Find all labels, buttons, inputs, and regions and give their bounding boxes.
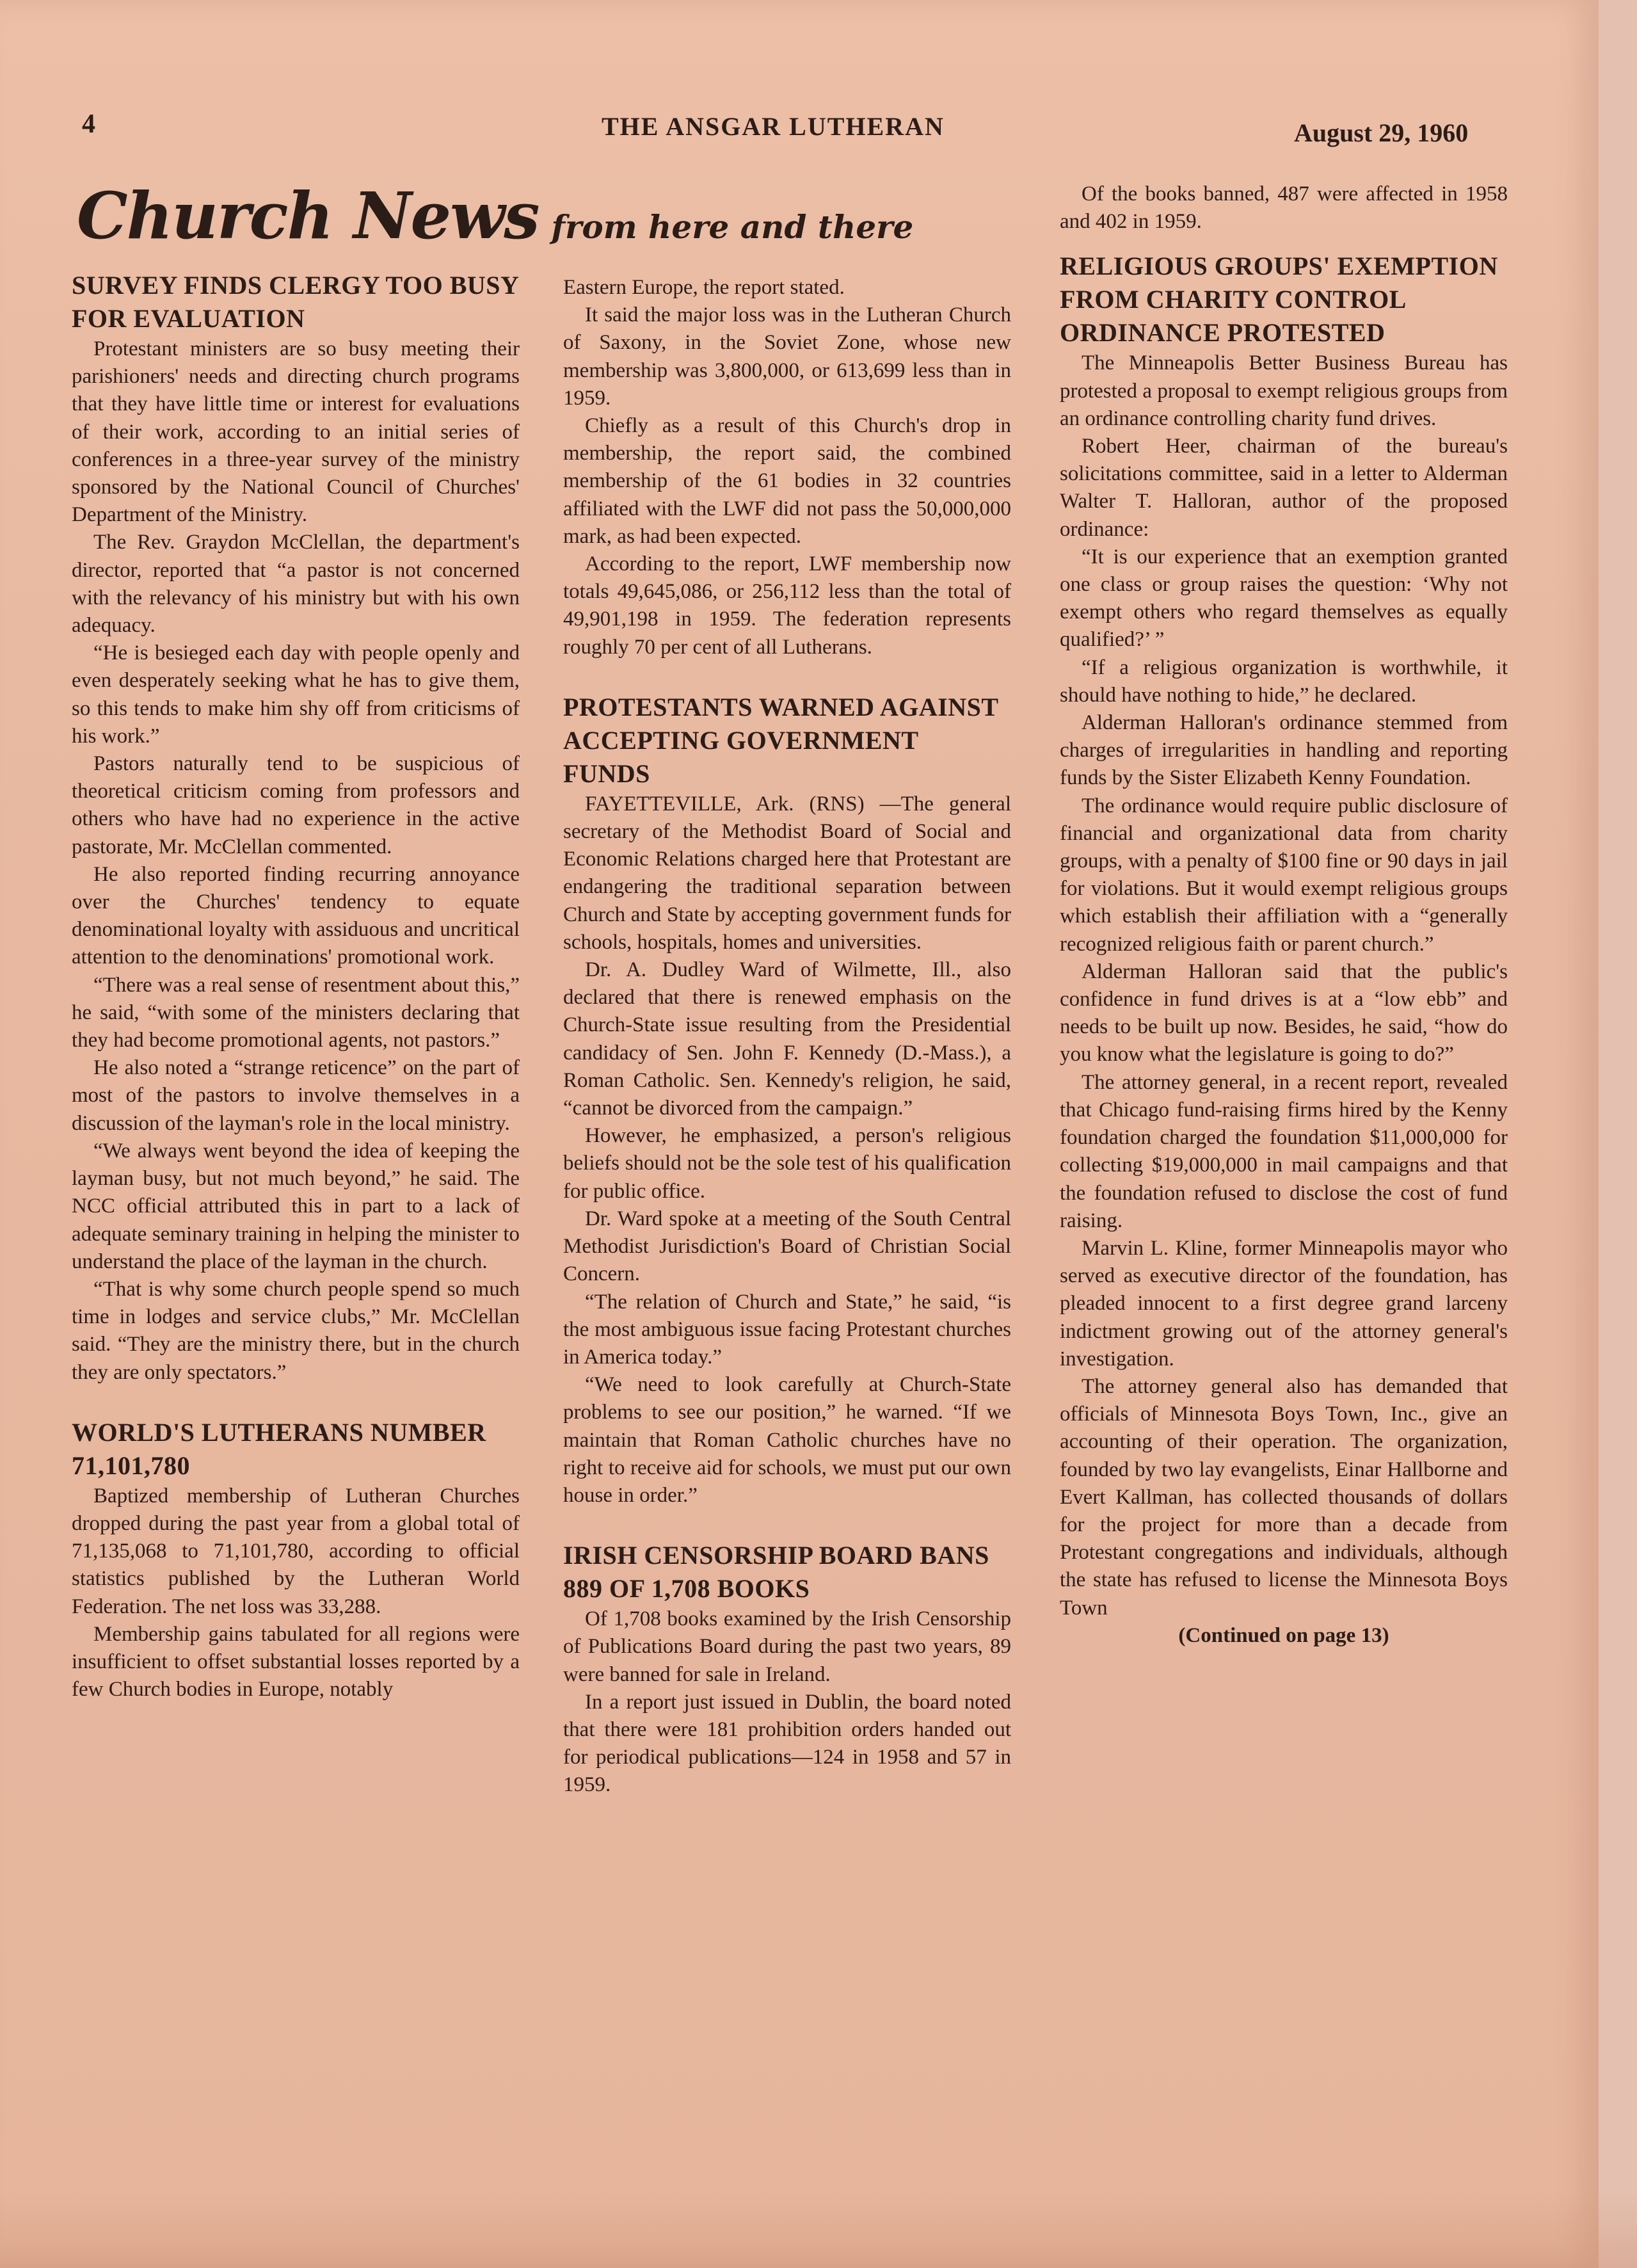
paragraph: Alderman Halloran said that the public's confidence in fund drives is at a “low ebb” and needs to be built up now. Besides, he said, “how do you know what the legislature is going to do?”: [1060, 960, 1508, 1066]
headline-irish-censorship: IRISH CENSORSHIP BOARD BANS 889 OF 1,708 BOOKS: [563, 1541, 989, 1604]
paragraph: Alderman Halloran's ordinance stemmed from charges of irregularities in handling and reporting funds by the Sister Elizabeth Kenny Foundation.: [1060, 711, 1508, 790]
paragraph: Protestant ministers are so busy meeting their parishioners' needs and directing church programs that they have little time or interest for evaluations of their work, according to an initial series of conferences in a three-year survey of the ministry sponsored by the National Council of Churches' Department of the Ministry.: [72, 337, 520, 527]
paragraph: Membership gains tabulated for all regions were insufficient to offset substantial losses reported by a few Church bodies in Europe, notably: [72, 1622, 520, 1701]
paragraph: “There was a real sense of resentment about this,” he said, “with some of the ministers declaring that they had become promotional agents, not pastors.”: [72, 973, 520, 1052]
headline-worlds-lutherans: WORLD'S LUTHERANS NUMBER 71,101,780: [72, 1417, 486, 1480]
headline-protestants-warned: PROTESTANTS WARNED AGAINST ACCEPTING GOVERNMENT FUNDS: [563, 692, 998, 788]
issue-date: August 29, 1960: [1294, 118, 1469, 147]
publication-title: THE ANSGAR LUTHERAN: [602, 112, 945, 141]
paragraph: “We always went beyond the idea of keeping the layman busy, but not much beyond,” he said. The NCC official attributed this in part to a lack of adequate seminary training in helping the minister to understand the place of the layman in the church.: [72, 1139, 520, 1273]
paragraph: Of the books banned, 487 were affected in 1958 and 402 in 1959.: [1060, 182, 1508, 234]
paragraph: According to the report, LWF membership now totals 49,645,086, or 256,112 less than the total of 49,901,198 in 1959. The federation represents roughly 70 per cent of all Lutherans.: [563, 552, 1011, 659]
paragraph: Chiefly as a result of this Church's drop in membership, the report said, the combined membership of the 61 bodies in 32 countries affiliated with the LWF did not pass the 50,000,000 mark, as had been expected.: [563, 414, 1011, 548]
banner-title: Church News: [77, 178, 539, 253]
page-number: 4: [82, 109, 95, 139]
paragraph: The attorney general also has demanded that officials of Minnesota Boys Town, Inc., give an accounting of their operation. The organization, founded by two lay evangelists, Einar Hallborne and Evert Kallman, has collected thousands of dollars for the project for more than a decade from Protestant congregations and individuals, although the state has refused to license the Minnesota Boys Town: [1060, 1374, 1508, 1620]
paragraph: Dr. A. Dudley Ward of Wilmette, Ill., also declared that there is renewed emphasis on the Church-State issue resulting from the Presidential candidacy of Sen. John F. Kennedy (D.-Mass.), a Roman Catholic. Sen. Kennedy's religion, he said, “cannot be divorced from the campaign.”: [563, 958, 1011, 1120]
paragraph: In a report just issued in Dublin, the board noted that there were 181 prohibition orders handed out for periodical publications—124 in 1958 and 57 in 1959.: [563, 1690, 1011, 1797]
paragraph: The attorney general, in a recent report, revealed that Chicago fund-raising firms hired by the Kenny foundation charged the foundation $11,000,000 for collecting $19,000,000 in mail campaigns and that the foundation refused to disclose the cost of fund raising.: [1060, 1070, 1508, 1232]
paragraph: “That is why some church people spend so much time in lodges and service clubs,” Mr. McClellan said. “They are the ministry there, but in the church they are only spectators.”: [72, 1277, 520, 1384]
paragraph: He also noted a “strange reticence” on the part of most of the pastors to involve themselves in a discussion of the layman's role in the local ministry.: [72, 1056, 520, 1135]
paragraph: Eastern Europe, the report stated.: [563, 276, 845, 299]
paragraph: “It is our experience that an exemption granted one class or group raises the question: ‘Why not exempt others who regard themselves as equally qualified?’ ”: [1060, 545, 1508, 652]
paragraph: Of 1,708 books examined by the Irish Censorship of Publications Board during the past two years, 89 were banned for sale in Ireland.: [563, 1607, 1011, 1686]
page-edge: [1599, 0, 1637, 2268]
paragraph: It said the major loss was in the Lutheran Church of Saxony, in the Soviet Zone, whose new membership was 3,800,000, or 613,699 less than in 1959.: [563, 303, 1011, 410]
paragraph: Baptized membership of Lutheran Churches dropped during the past year from a global total of 71,135,068 to 71,101,780, according to official statistics published by the Lutheran World Federation. The net loss was 33,288.: [72, 1484, 520, 1618]
page-bottom-shadow: [0, 2191, 1637, 2268]
headline-religious-groups-exemption: RELIGIOUS GROUPS' EXEMPTION FROM CHARITY CONTROL ORDINANCE PROTESTED: [1060, 252, 1498, 348]
paragraph: However, he emphasized, a person's religious beliefs should not be the sole test of his qualification for public office.: [563, 1124, 1011, 1203]
paragraph: FAYETTEVILLE, Ark. (RNS) —The general secretary of the Methodist Board of Social and Economic Relations charged here that Protestant are endangering the traditional separation between Church and State by accepting government funds for schools, hospitals, homes and universities.: [563, 792, 1011, 954]
continued-note: (Continued on page 13): [1178, 1623, 1389, 1647]
paragraph: The Rev. Graydon McClellan, the department's director, reported that “a pastor is not concerned with the relevancy of his ministry but with his own adequacy.: [72, 531, 520, 638]
paragraph: “We need to look carefully at Church-State problems to see our position,” he warned. “If we maintain that Roman Catholic churches have no right to receive aid for schools, we must put our own house in order.”: [563, 1373, 1011, 1507]
paragraph: The Minneapolis Better Business Bureau has protested a proposal to exempt religious groups from an ordinance controlling charity fund drives.: [1060, 351, 1508, 430]
paragraph: He also reported finding recurring annoyance over the Churches' tendency to equate denominational loyalty with assiduous and uncritical attention to the denominations' promotional work.: [72, 862, 520, 969]
paragraph: The ordinance would require public disclosure of financial and organizational data from charity groups, with a penalty of $100 fine or 90 days in jail for violations. But it would exempt religious groups which establish their affiliation with a “generally recognized religious faith or parent church.”: [1060, 794, 1508, 956]
paragraph: “He is besieged each day with people openly and even desperately seeking what he has to give them, so this tends to make him shy off from criticisms of his work.”: [72, 641, 520, 748]
headline-clergy-survey: SURVEY FINDS CLERGY TOO BUSY FOR EVALUATION: [72, 271, 518, 333]
paragraph: “The relation of Church and State,” he said, “is the most ambiguous issue facing Protestant churches in America today.”: [563, 1290, 1011, 1369]
paragraph: “If a religious organization is worthwhile, it should have nothing to hide,” he declared.: [1060, 655, 1508, 707]
paragraph: Pastors naturally tend to be suspicious of theoretical criticism coming from professors and others who have had no experience in the active pastorate, Mr. McClellan commented.: [72, 752, 520, 858]
column-3: [1060, 181, 1508, 1650]
paragraph: Dr. Ward spoke at a meeting of the South Central Methodist Jurisdiction's Board of Christian Social Concern.: [563, 1207, 1011, 1286]
paragraph: Robert Heer, chairman of the bureau's solicitations committee, said in a letter to Alderman Walter T. Halloran, author of the proposed ordinance:: [1060, 435, 1508, 541]
paragraph: Marvin L. Kline, former Minneapolis mayor who served as executive director of the foundation, has pleaded innocent to a first degree grand larceny indictment growing out of the attorney general's investigation.: [1060, 1236, 1508, 1371]
column-1: [72, 269, 520, 1703]
section-banner: [77, 178, 913, 253]
banner-subtitle: from here and there: [551, 208, 914, 246]
column-2: [563, 274, 1011, 1799]
